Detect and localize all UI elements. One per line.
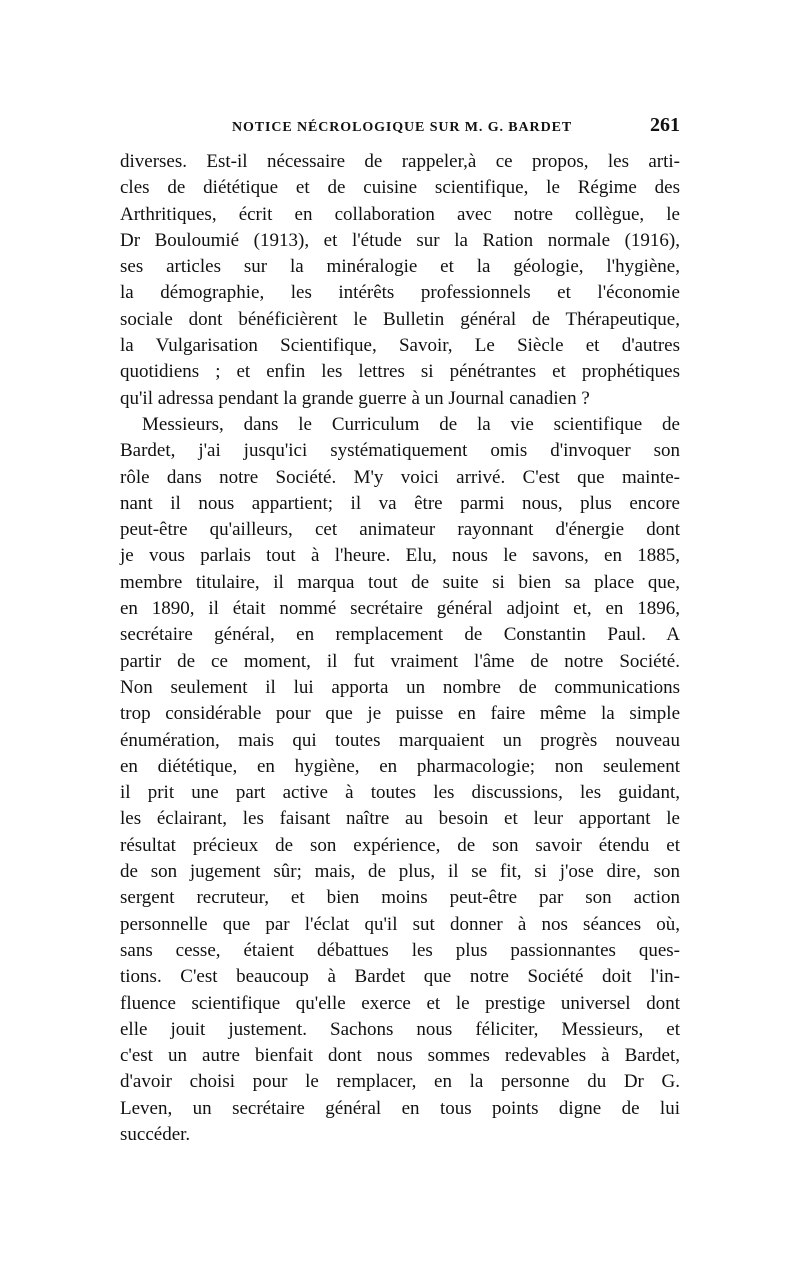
text-line: diverses. Est-il nécessaire de rappeler,à ce propos, les arti-	[120, 151, 680, 172]
text-line: je vous parlais tout à l'heure. Elu, nous le savons, en 1885,	[120, 545, 680, 567]
text-line: la Vulgarisation Scientifique, Savoir, Le Siècle et d'autres	[120, 335, 680, 357]
text-line: quotidiens ; et enfin les lettres si pénétrantes et prophétiques	[120, 361, 680, 383]
text-line: en diététique, en hygiène, en pharmacologie; non seulement	[120, 755, 680, 777]
text-line: les éclairant, les faisant naître au besoin et leur apportant le	[120, 808, 680, 830]
text-line: fluence scientifique qu'elle exerce et le prestige universel dont	[120, 992, 680, 1014]
text-line: c'est un autre bienfait dont nous sommes redevables à Bardet,	[120, 1045, 680, 1067]
body-text	[120, 149, 680, 1148]
text-line: tions. C'est beaucoup à Bardet que notre Société doit l'in-	[120, 966, 680, 988]
text-line: personnelle que par l'éclat qu'il sut donner à nos séances où,	[120, 913, 680, 935]
text-line: trop considérable pour que je puisse en faire même la simple	[120, 703, 680, 725]
text-line: sociale dont bénéficièrent le Bulletin général de Thérapeutique,	[120, 308, 680, 330]
paragraph-first-line: Messieurs, dans le Curriculum de la vie scientifique de	[142, 413, 680, 435]
text-line: Arthritiques, écrit en collaboration avec notre collègue, le	[120, 203, 680, 225]
running-title: NOTICE NÉCROLOGIQUE SUR M. G. BARDET	[232, 120, 573, 135]
text-line: qu'il adressa pendant la grande guerre à un Journal canadien ?	[120, 387, 590, 409]
text-line: Leven, un secrétaire général en tous points digne de lui	[120, 1097, 680, 1119]
text-line: résultat précieux de son expérience, de son savoir étendu et	[120, 834, 680, 856]
text-line: ses articles sur la minéralogie et la géologie, l'hygiène,	[120, 256, 680, 278]
text-line: partir de ce moment, il fut vraiment l'âme de notre Société.	[120, 650, 680, 672]
text-line: Non seulement il lui apporta un nombre de communications	[120, 676, 680, 698]
text-line: d'avoir choisi pour le remplacer, en la personne du Dr G.	[120, 1071, 680, 1093]
text-line: membre titulaire, il marqua tout de suite si bien sa place que,	[120, 571, 680, 593]
text-line: Bardet, j'ai jusqu'ici systématiquement omis d'invoquer son	[120, 440, 680, 462]
text-line: elle jouit justement. Sachons nous féliciter, Messieurs, et	[120, 1018, 680, 1040]
text-line: la démographie, les intérêts professionnels et l'économie	[120, 282, 680, 304]
text-line: énumération, mais qui toutes marquaient un progrès nouveau	[120, 729, 680, 751]
text-line: Dr Bouloumié (1913), et l'étude sur la Ration normale (1916),	[120, 229, 680, 251]
text-line: cles de diététique et de cuisine scientifique, le Régime des	[120, 177, 680, 199]
text-line: il prit une part active à toutes les discussions, les guidant,	[120, 782, 680, 804]
text-line: sergent recruteur, et bien moins peut-être par son action	[120, 887, 680, 909]
text-line: secrétaire général, en remplacement de Constantin Paul. A	[120, 624, 680, 646]
text-line: peut-être qu'ailleurs, cet animateur rayonnant d'énergie dont	[120, 519, 680, 541]
text-line: rôle dans notre Société. M'y voici arrivé. C'est que mainte-	[120, 466, 680, 488]
text-line: sans cesse, étaient débattues les plus passionnantes ques-	[120, 939, 680, 961]
text-line: succéder.	[120, 1123, 191, 1145]
page-number: 261	[650, 114, 680, 136]
text-line: de son jugement sûr; mais, de plus, il se fit, si j'ose dire, son	[120, 861, 680, 883]
text-line: nant il nous appartient; il va être parmi nous, plus encore	[120, 492, 680, 514]
text-line: en 1890, il était nommé secrétaire général adjoint et, en 1896,	[120, 598, 680, 620]
running-head	[120, 114, 680, 142]
